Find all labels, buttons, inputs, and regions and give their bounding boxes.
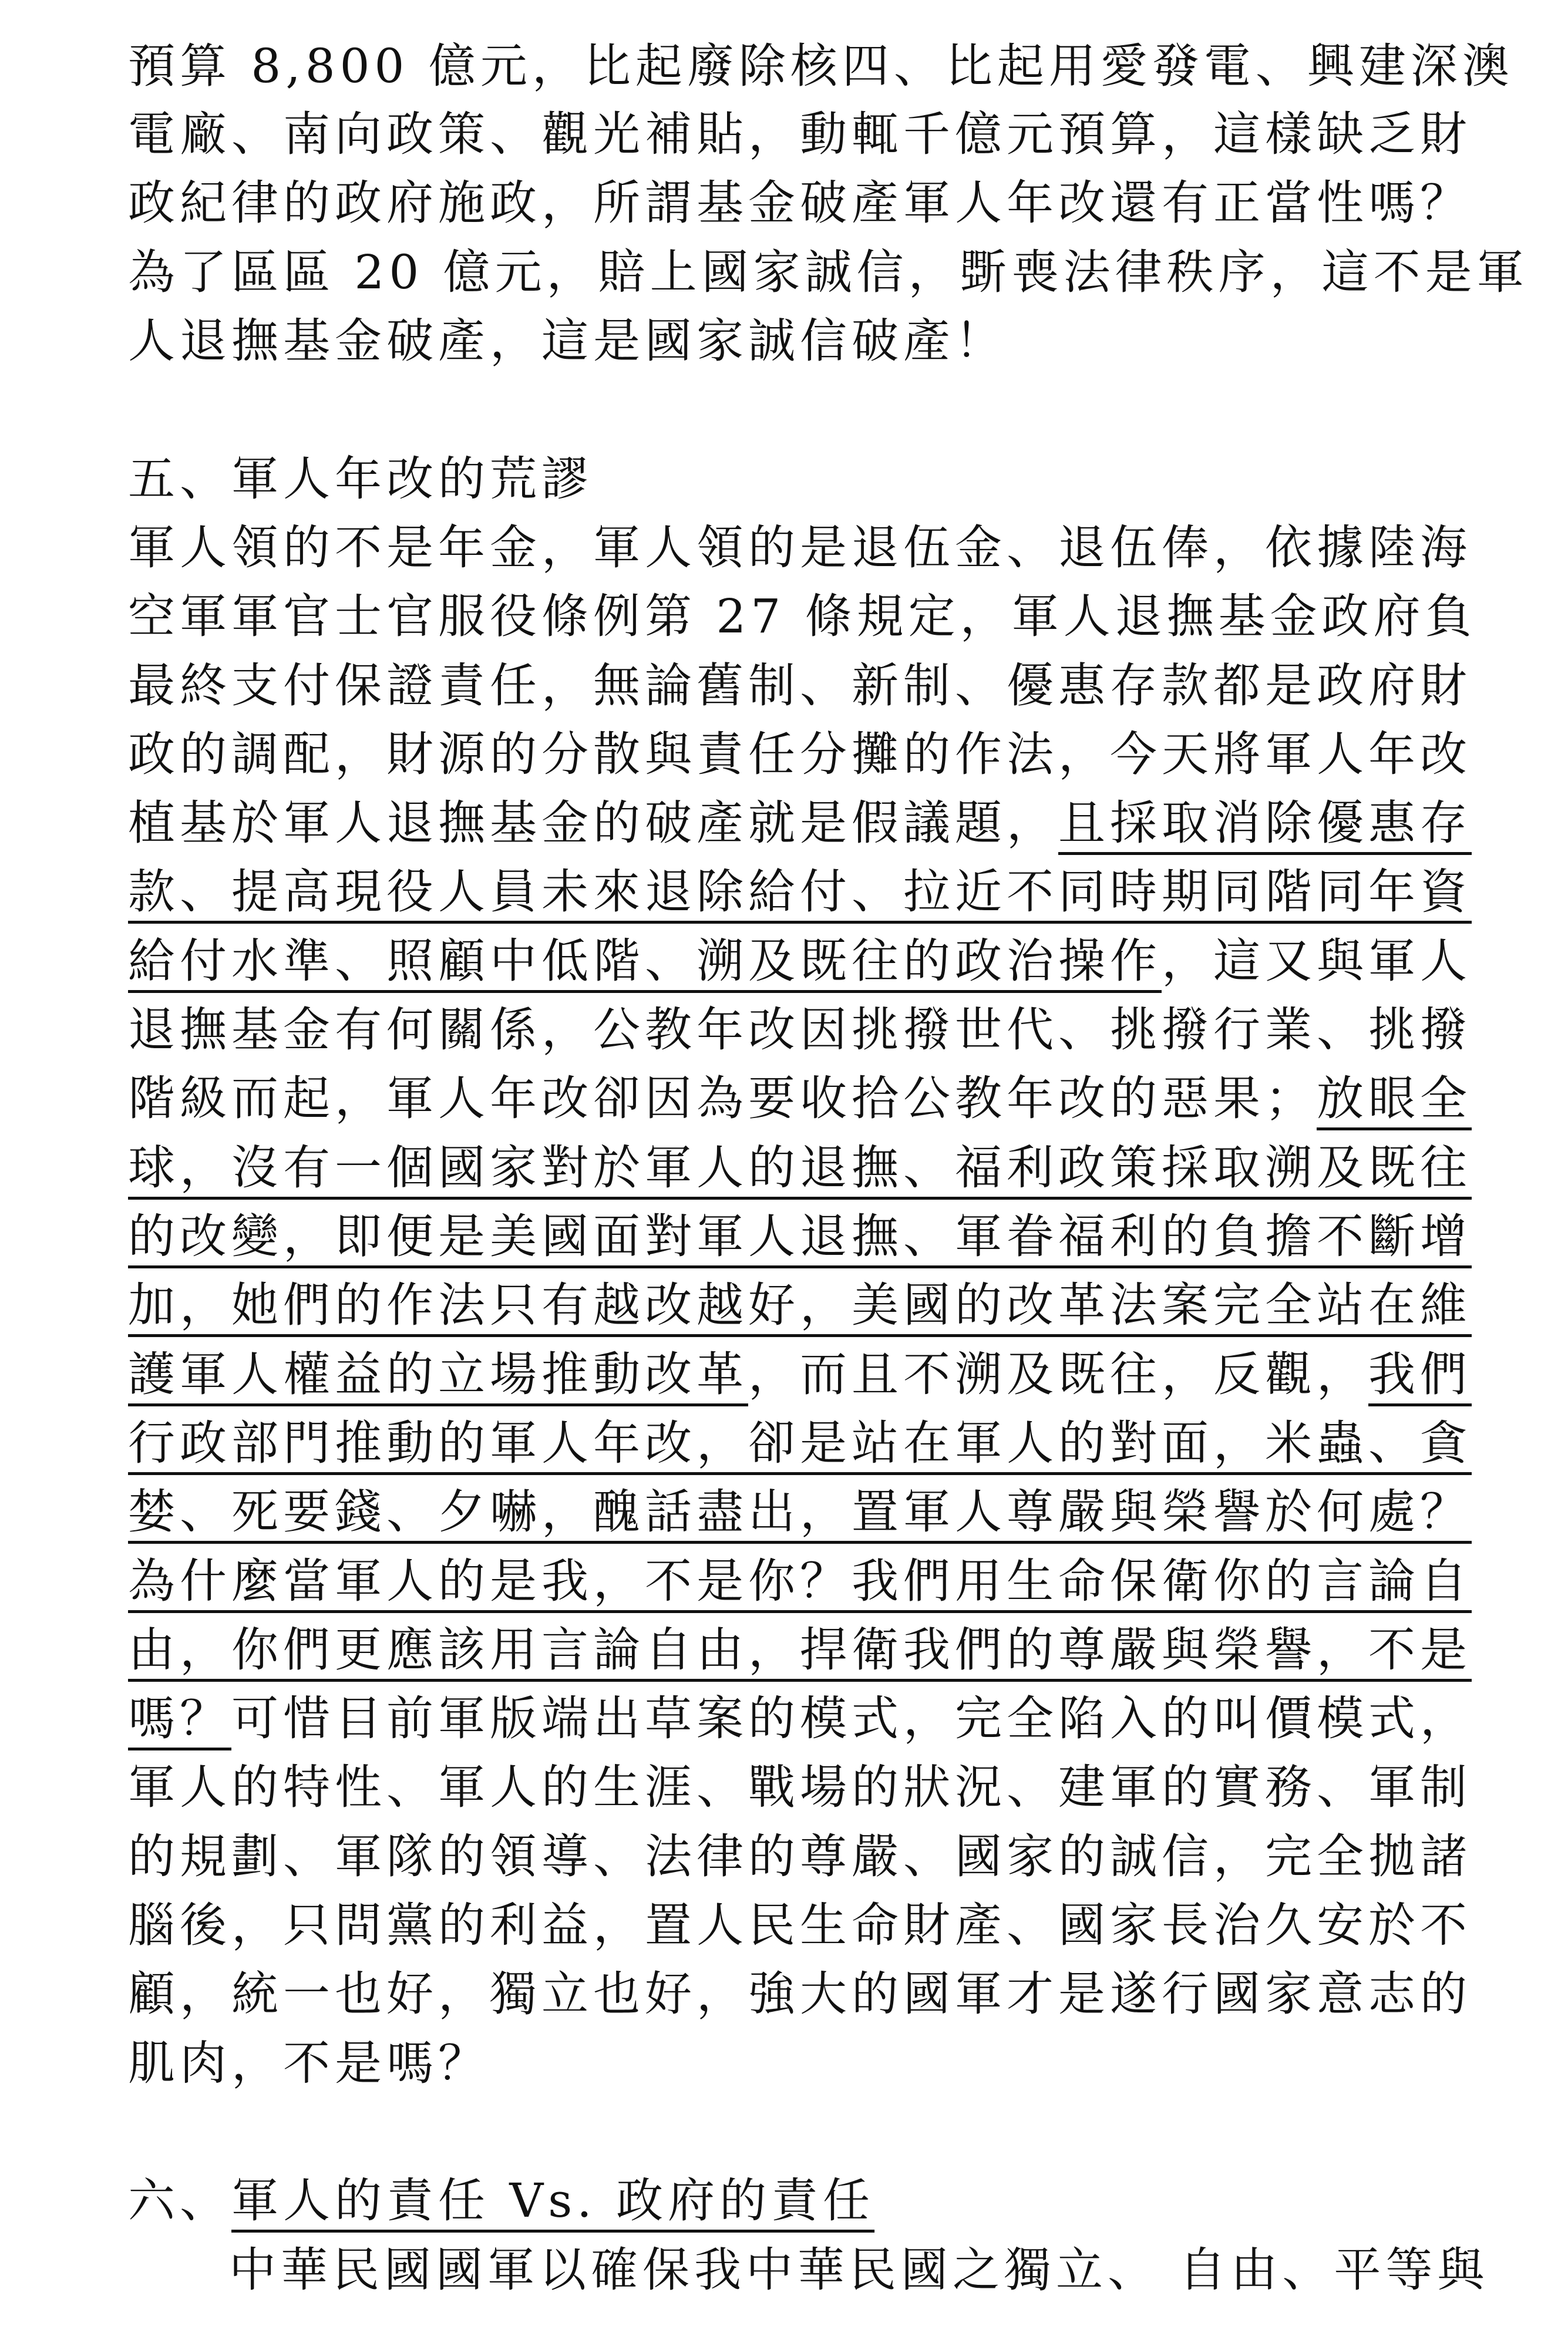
text-segment: 可惜目前軍版端出草案的模式，完全陷入的叫價模式， (231, 1691, 1472, 1746)
underlined-text-segment: 給付水準、照顧中低階、溯及既往的政治操作 (128, 933, 1162, 988)
text-segment: 空軍軍官士官服役條例第 27 條規定，軍人退撫基金政府負 (128, 589, 1477, 644)
text-line (128, 1893, 1479, 1958)
text-segment: 人退撫基金破產，這是國家誠信破產！ (128, 314, 1007, 369)
text-line (128, 240, 1529, 305)
underlined-text-segment: 軍人的責任 Vs. 政府的責任 (231, 2173, 875, 2228)
text-line (128, 654, 1479, 718)
text-line (128, 998, 1479, 1062)
text-line (128, 1342, 1479, 1407)
text-segment: 的規劃、軍隊的領導、法律的尊嚴、國家的誠信，完全拋諸 (128, 1829, 1472, 1884)
text-segment: 軍人領的不是年金，軍人領的是退伍金、退伍俸，依據陸海 (128, 520, 1472, 575)
text-segment: 階級而起，軍人年改卻因為要收拾公教年改的惡果； (128, 1071, 1317, 1126)
text-segment: 五、軍人年改的荒謬 (128, 451, 593, 506)
text-segment: 腦後，只問黨的利益，置人民生命財產、國家長治久安於不 (128, 1898, 1472, 1953)
text-segment: 最終支付保證責任，無論舊制、新制、優惠存款都是政府財 (128, 658, 1472, 713)
text-line (128, 1686, 1479, 1751)
text-segment: 軍人的特性、軍人的生涯、戰場的狀況、建軍的實務、軍制 (128, 1760, 1472, 1815)
section-heading-six (128, 2169, 1479, 2233)
underlined-text-segment: 婪、死要錢、夕嚇，醜話盡出，置軍人尊嚴與榮譽於何處？ (128, 1484, 1472, 1540)
text-line (128, 516, 1479, 580)
text-line (128, 1204, 1479, 1269)
text-segment: ，而且不溯及既往，反觀， (748, 1346, 1368, 1402)
text-line (128, 1755, 1479, 1820)
section-heading-five (128, 447, 1479, 511)
text-segment: 顧，統一也好，獨立也好，強大的國軍才是遂行國家意志的 (128, 1967, 1472, 2022)
text-line (128, 860, 1479, 924)
text-line (128, 1549, 1479, 1614)
underlined-text-segment: 球，沒有一個國家對於軍人的退撫、福利政策採取溯及既往 (128, 1140, 1472, 1195)
underlined-text-segment: 放眼全 (1317, 1071, 1472, 1126)
text-segment: ，這又與軍人 (1162, 933, 1472, 988)
text-line (128, 1824, 1479, 1889)
text-segment: 肌肉，不是嗎？ (128, 2035, 490, 2090)
text-line (128, 1273, 1479, 1338)
text-line (128, 1066, 1479, 1131)
text-line (128, 1136, 1479, 1200)
text-line (128, 1480, 1479, 1544)
text-line (128, 1962, 1479, 2026)
underlined-text-segment: 的改變，即便是美國面對軍人退撫、軍眷福利的負擔不斷增 (128, 1208, 1472, 1264)
underlined-text-segment: 由，你們更應該用言論自由，捍衛我們的尊嚴與榮譽，不是 (128, 1622, 1472, 1677)
text-line (128, 929, 1479, 994)
text-line (128, 722, 1479, 787)
underlined-text-segment: 我們 (1368, 1346, 1472, 1402)
underlined-text-segment: 加，她們的作法只有越改越好，美國的改革法案完全站在維 (128, 1278, 1472, 1333)
text-line (128, 1618, 1479, 1682)
text-segment: 預算 8,800 億元，比起廢除核四、比起用愛發電、興建深澳 (128, 38, 1514, 93)
text-segment: 植基於軍人退撫基金的破產就是假議題， (128, 796, 1058, 851)
text-segment: 政的調配，財源的分散與責任分攤的作法，今天將軍人年改 (128, 726, 1472, 782)
text-line (128, 1411, 1479, 1476)
text-segment: 為了區區 20 億元，賠上國家誠信，斲喪法律秩序，這不是軍 (128, 244, 1529, 299)
text-line (128, 584, 1479, 649)
text-line (128, 34, 1514, 99)
underlined-text-segment: 行政部門推動的軍人年改，卻是站在軍人的對面，米蟲、貪 (128, 1415, 1472, 1470)
text-line (128, 309, 1479, 373)
text-segment: 政紀律的政府施政，所謂基金破產軍人年改還有正當性嗎？ (128, 176, 1472, 231)
text-line (128, 102, 1479, 167)
text-line (128, 791, 1479, 856)
text-segment: 六、 (128, 2173, 231, 2228)
underlined-text-segment: 款、提高現役人員未來退除給付、拉近不同時期同階同年資 (128, 864, 1472, 920)
text-segment: 退撫基金有何關係，公教年改因挑撥世代、挑撥行業、挑撥 (128, 1002, 1472, 1058)
text-segment: 電廠、南向政策、觀光補貼，動輒千億元預算，這樣缺乏財 (128, 107, 1472, 162)
underlined-text-segment: 且採取消除優惠存 (1058, 796, 1472, 851)
underlined-text-segment: 為什麼當軍人的是我，不是你？我們用生命保衛你的言論自 (128, 1553, 1472, 1608)
text-line (128, 171, 1479, 235)
underlined-text-segment: 嗎？ (128, 1691, 231, 1746)
text-segment: 中華民國國軍以確保我中華民國之獨立、 自由、平等與 (229, 2242, 1489, 2297)
text-line (128, 2031, 1479, 2096)
underlined-text-segment: 護軍人權益的立場推動改革 (128, 1346, 748, 1402)
text-line (229, 2238, 1568, 2302)
